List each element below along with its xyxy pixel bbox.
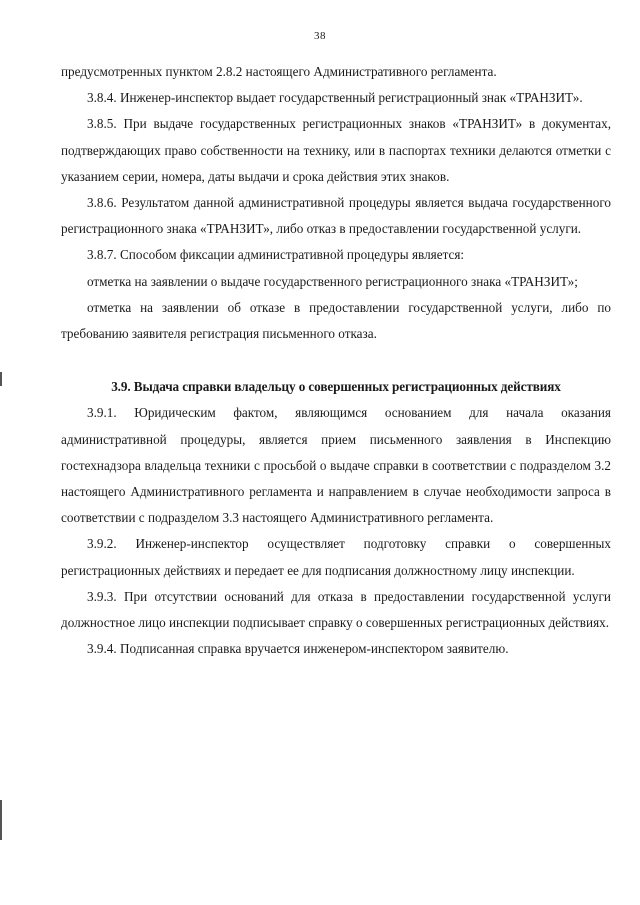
section-heading-3-9: 3.9. Выдача справки владельцу о совершенных регистрационных действиях — [111, 379, 561, 395]
paragraph-3-9-3: 3.9.3. При отсутствии оснований для отказа в предоставлении государственной услуги должностное лицо инспекции подписывает справку о совершенных регистрационных действиях. — [61, 588, 611, 631]
paragraph-continuation: предусмотренных пунктом 2.8.2 настоящего Административного регламента. — [61, 64, 497, 79]
list-item-mark-refusal: отметка на заявлении об отказе в предоставлении государственной услуги, либо по требованию заявителя регистрация письменного отказа. — [61, 299, 611, 342]
paragraph-3-8-4: 3.8.4. Инженер-инспектор выдает государственный регистрационный знак «ТРАНЗИТ». — [87, 90, 583, 106]
paragraph-3-8-5: 3.8.5. При выдаче государственных регистрационных знаков «ТРАНЗИТ» в документах, подтверждающих право собственности на технику, или в паспортах техники делаются отметки с указанием серии, номера, даты выдачи и срока действия этих знаков. — [61, 116, 611, 184]
paragraph-3-9-2: 3.9.2. Инженер-инспектор осуществляет подготовку справки о совершенных регистрационных действиях и передает ее для подписания должностному лицу инспекции. — [61, 536, 611, 578]
list-item-mark-issue: отметка на заявлении о выдаче государственного регистрационного знака «ТРАНЗИТ»; — [87, 273, 578, 289]
scan-edge-mark — [0, 800, 2, 840]
document-body — [61, 59, 611, 662]
scan-edge-mark — [0, 372, 2, 386]
paragraph-3-9-4: 3.9.4. Подписанная справка вручается инженером-инспектором заявителю. — [87, 641, 509, 657]
paragraph-3-9-1: 3.9.1. Юридическим фактом, являющимся основанием для начала оказания административной процедуры, является прием письменного заявления в Инспекцию гостехнадзора владельца техники с просьбой о выдаче справки в соответствии с подразделом 3.2 настоящего Административного регламента и направлением в случае необходимости запроса в соответствии с подразделом 3.3 настоящего Административного регламента. — [61, 405, 611, 526]
paragraph-3-8-6: 3.8.6. Результатом данной административной процедуры является выдача государственного регистрационного знака «ТРАНЗИТ», либо отказ в предоставлении государственной услуги. — [61, 195, 611, 237]
page-number: 38 — [314, 30, 326, 42]
paragraph-3-8-7: 3.8.7. Способом фиксации административной процедуры является: — [87, 247, 465, 263]
